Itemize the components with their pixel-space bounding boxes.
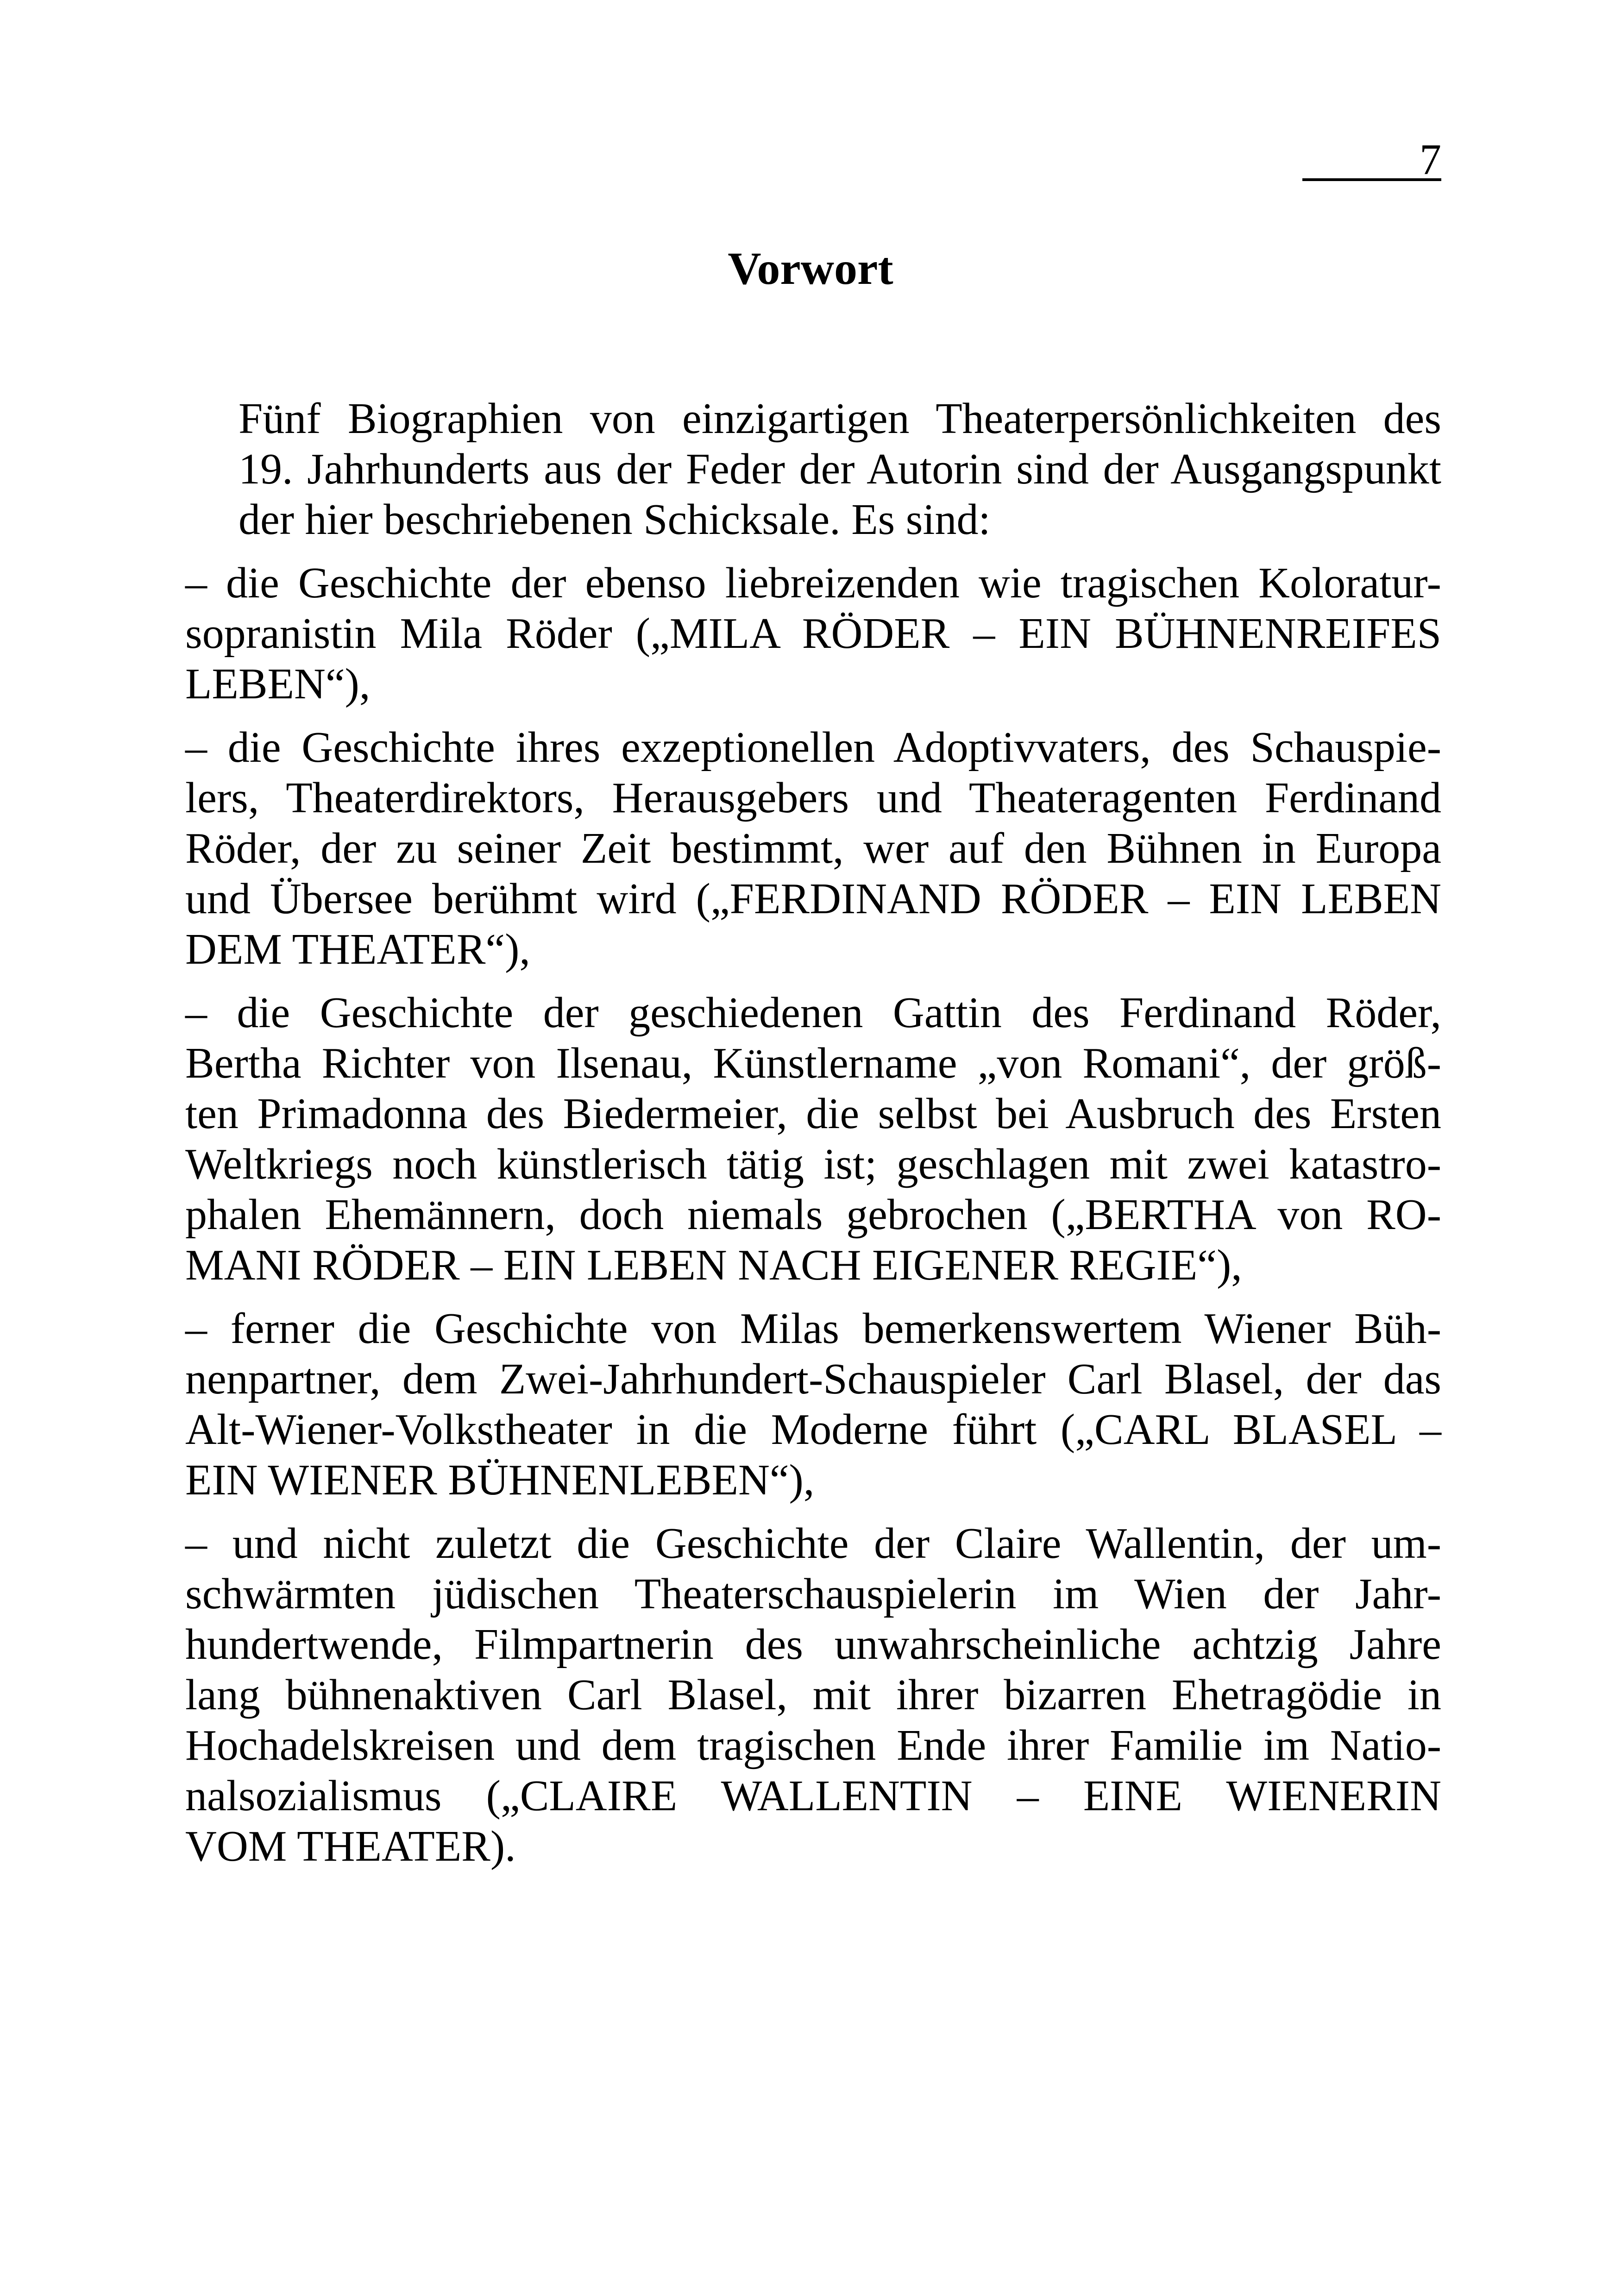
text-line: phalen Ehemännern, doch niemals gebrochen („BERTHA von RO-: [185, 1191, 1441, 1239]
paragraph-ferdinand-roeder: [185, 722, 1441, 975]
text-line: Alt-Wiener-Volkstheater in die Moderne führt („CARL BLASEL –: [185, 1405, 1441, 1454]
text-line: Röder, der zu seiner Zeit bestimmt, wer auf den Bühnen in Europa: [185, 824, 1441, 872]
paragraph-claire-wallentin: [185, 1518, 1441, 1872]
text-line: schwärmten jüdischen Theaterschauspielerin im Wien der Jahr-: [185, 1570, 1441, 1618]
text-line: lang bühnenaktiven Carl Blasel, mit ihrer bizarren Ehetragödie in: [185, 1671, 1441, 1719]
text-line: 19. Jahrhunderts aus der Feder der Autorin sind der Ausgangspunkt: [239, 445, 1441, 493]
text-line: – die Geschichte der ebenso liebreizenden wie tragischen Koloratur-: [185, 559, 1441, 607]
text-line: MANI RÖDER – EIN LEBEN NACH EIGENER REGIE“),: [185, 1241, 1242, 1289]
text-line: sopranistin Mila Röder („MILA RÖDER – EIN BÜHNENREIFES: [185, 609, 1441, 658]
text-line: DEM THEATER“),: [185, 925, 530, 973]
text-line: Fünf Biographien von einzigartigen Theaterpersönlichkeiten des: [239, 395, 1441, 443]
text-line: lers, Theaterdirektors, Herausgebers und Theateragenten Ferdinand: [185, 774, 1441, 822]
paragraph-bertha-von-romani: [185, 988, 1441, 1291]
text-line: und Übersee berühmt wird („FERDINAND RÖDER – EIN LEBEN: [185, 875, 1441, 923]
text-line: – und nicht zuletzt die Geschichte der Claire Wallentin, der um-: [185, 1519, 1441, 1568]
text-line: Hochadelskreisen und dem tragischen Ende ihrer Familie im Natio-: [185, 1721, 1441, 1769]
text-line: der hier beschriebenen Schicksale. Es sind:: [239, 496, 991, 544]
paragraph-intro: [185, 394, 1441, 545]
body-text: [185, 394, 1441, 1885]
text-line: Weltkriegs noch künstlerisch tätig ist; geschlagen mit zwei katastro-: [185, 1140, 1441, 1188]
text-line: – ferner die Geschichte von Milas bemerkenswertem Wiener Büh-: [185, 1305, 1441, 1353]
text-line: hundertwende, Filmpartnerin des unwahrscheinliche achtzig Jahre: [185, 1620, 1441, 1669]
paragraph-mila-roeder: [185, 558, 1441, 709]
paragraph-carl-blasel: [185, 1304, 1441, 1506]
page-title: Vorwort: [728, 243, 893, 294]
text-line: Bertha Richter von Ilsenau, Künstlername „von Romani“, der größ-: [185, 1039, 1441, 1087]
text-line: nalsozialismus („CLAIRE WALLENTIN – EINE WIENERIN: [185, 1772, 1441, 1820]
text-line: nenpartner, dem Zwei-Jahrhundert-Schauspieler Carl Blasel, der das: [185, 1355, 1441, 1403]
text-line: – die Geschichte der geschiedenen Gattin des Ferdinand Röder,: [185, 989, 1441, 1037]
text-line: ten Primadonna des Biedermeier, die selbst bei Ausbruch des Ersten: [185, 1090, 1441, 1138]
text-line: VOM THEATER).: [185, 1822, 516, 1870]
page-number: 7: [1420, 136, 1441, 184]
text-line: EIN WIENER BÜHNENLEBEN“),: [185, 1456, 815, 1504]
text-line: LEBEN“),: [185, 660, 371, 708]
text-line: – die Geschichte ihres exzeptionellen Adoptivvaters, des Schauspie-: [185, 723, 1441, 772]
